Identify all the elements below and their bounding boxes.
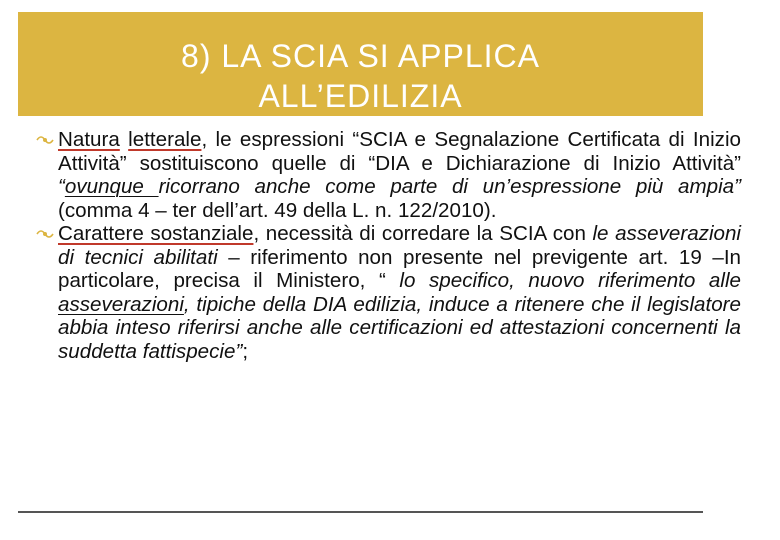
slide-body [36,128,741,363]
para2-italic-2: lo specifico, nuovo riferimento alle [399,269,741,292]
footer-divider [18,511,703,513]
para2-text-3: ; [242,339,249,363]
term-letterale: letterale [128,128,202,151]
para1-text-1: , le espressioni “SCIA e Segnalazione Certificata di Inizio Attività” sostituiscono quelle di “DIA e Dichiarazione di Inizio Attività” [58,128,741,175]
ornate-bullet-icon [36,132,54,148]
para2-text-2: – riferimento non presente nel previgente art. 19 –In particolare, precisa il Ministero, “ [58,245,741,292]
para1-text-2: (comma 4 – ter dell’art. 49 della L. n. 122/2010). [58,198,497,222]
para2-italic-underlined: asseverazioni [58,292,184,316]
ornate-bullet-icon [36,226,54,242]
para1-italic-1: “ [58,175,65,198]
para2-italic-1: le asseverazioni di tecnici abilitati [58,222,741,269]
slide-title-line-1: 8) LA SCIA SI APPLICA [181,38,540,74]
para1-italic-2: ricorrano anche come parte di un’espressione più ampia” [158,175,741,198]
slide-title-line-2: ALL’EDILIZIA [258,78,463,114]
term-natura: Natura [58,128,120,151]
para1-italic-underlined: ovunque [64,175,159,198]
term-carattere-sostanziale: Carattere sostanziale [58,222,254,245]
bullet-paragraph-natura [36,128,741,222]
para2-italic-3: , tipiche della DIA edilizia, induce a ritenere che il legislatore abbia inteso riferirsi anche alle certificazioni ed attestazioni concernenti la suddetta fattispecie” [58,292,741,363]
para2-text-1: , necessità di corredare la SCIA con [253,222,593,245]
slide-title [18,12,703,116]
bullet-paragraph-carattere [36,222,741,363]
